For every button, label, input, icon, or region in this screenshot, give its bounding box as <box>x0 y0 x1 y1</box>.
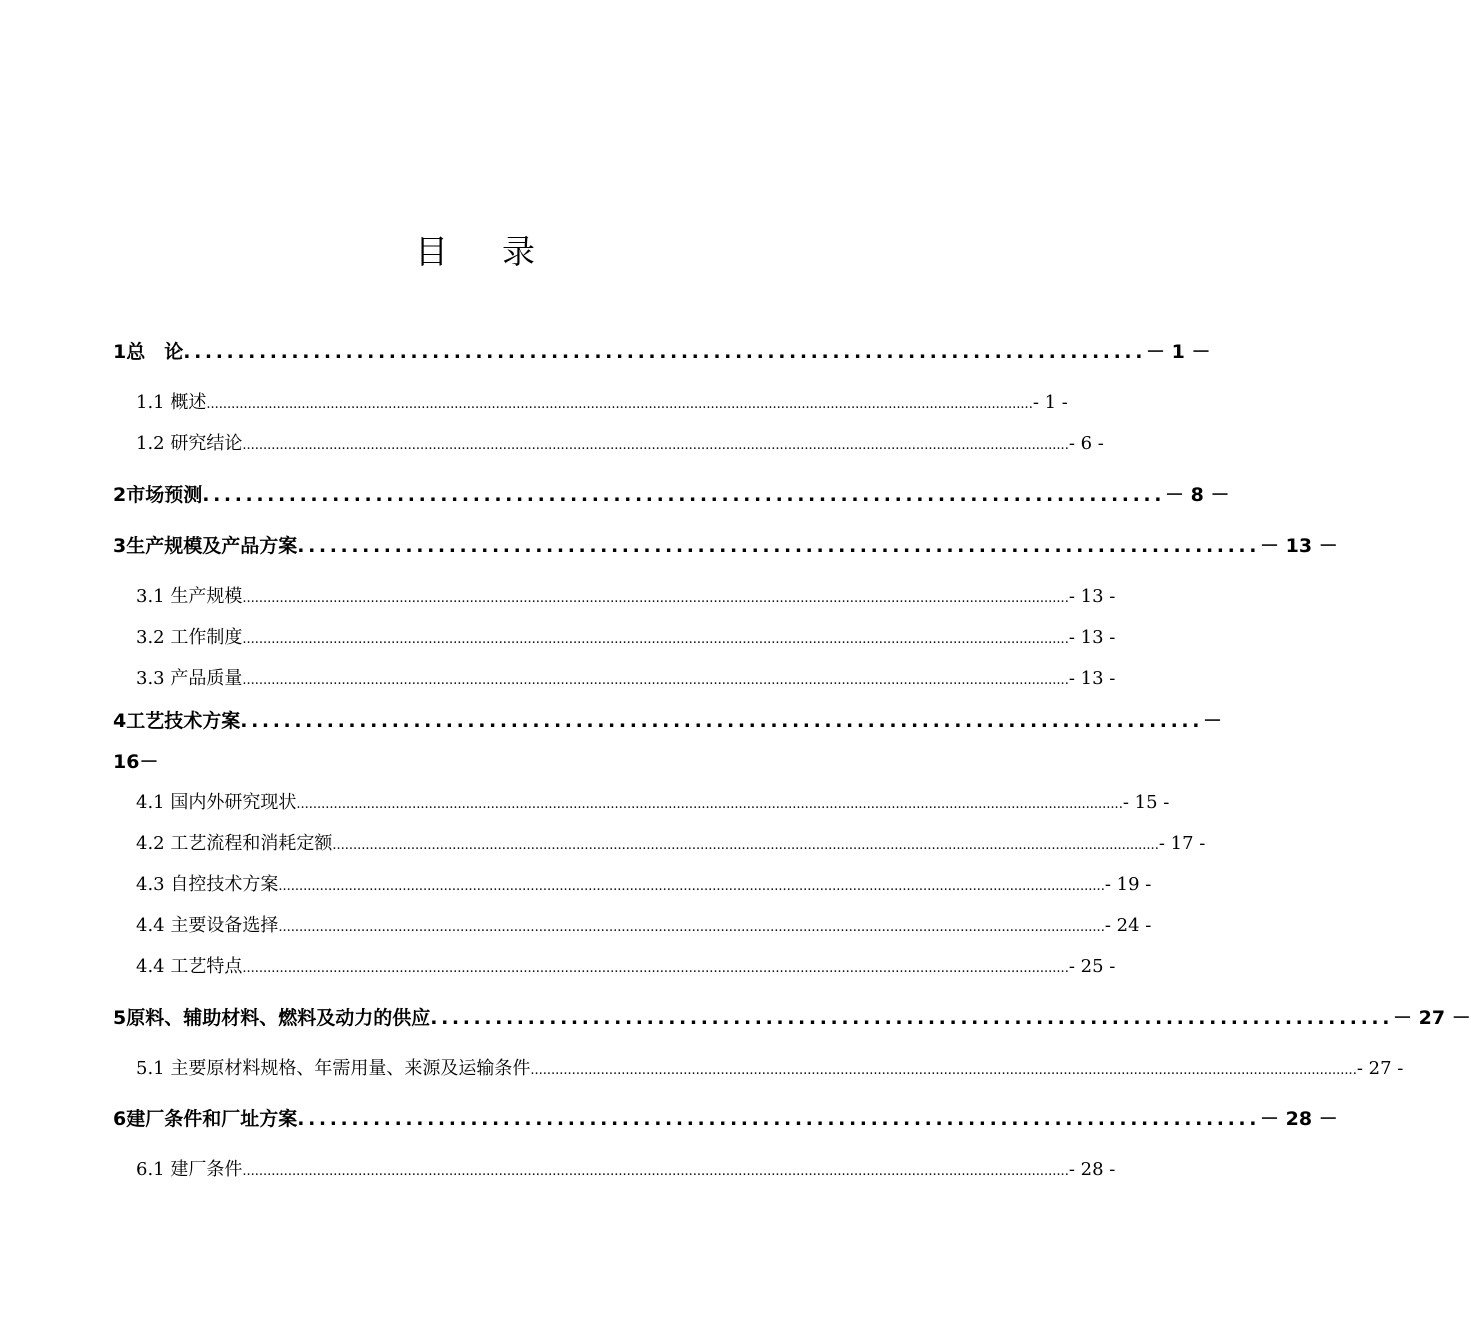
dot-leader: ........................................................................................................................................................................................................ <box>332 838 1159 853</box>
toc-entry-label: 建厂条件和厂址方案 <box>126 1108 298 1130</box>
toc-entry-label: 1.1 概述 <box>136 392 207 413</box>
toc-entry-page: － 27 － <box>1393 1007 1471 1029</box>
toc-entry-page: - 1 - <box>1032 392 1068 413</box>
toc-entry-page: － 13 － <box>1260 535 1338 557</box>
dot-leader: ......................................................................................... <box>183 341 1147 363</box>
dot-leader: ........................................................................................................................................................................................................ <box>242 438 1069 453</box>
toc-entry-label: 4.1 国内外研究现状 <box>136 792 297 813</box>
toc-entry-number: 3 <box>113 535 127 557</box>
toc-entry-page: - 25 - <box>1068 956 1116 977</box>
toc-entry-3[interactable] <box>113 531 1338 558</box>
toc-entry-page: - 15 - <box>1122 792 1170 813</box>
toc-entry-1-1[interactable] <box>136 388 1068 414</box>
toc-entry-page: - 27 - <box>1356 1058 1404 1079</box>
toc-entry-label: 总 论 <box>126 341 184 363</box>
toc-entry-3-1[interactable] <box>136 582 1116 608</box>
toc-entry-label: 生产规模及产品方案 <box>126 535 298 557</box>
dot-leader: ........................................................................................................................................................................................................ <box>242 632 1069 647</box>
toc-entry-label: 5.1 主要原材料规格、年需用量、来源及运输条件 <box>136 1058 531 1079</box>
toc-entry-page: - 17 - <box>1158 833 1206 854</box>
toc-entry-1[interactable] <box>113 337 1211 364</box>
toc-entry-page: - 19 - <box>1104 874 1152 895</box>
toc-entry-number: 6 <box>113 1108 127 1130</box>
toc-entry-4-4[interactable] <box>136 911 1152 937</box>
toc-entry-1-2[interactable] <box>136 429 1104 455</box>
dot-leader: ........................................................................................................................................................................................................ <box>278 879 1105 894</box>
toc-entry-4-1[interactable] <box>136 788 1170 814</box>
toc-entry-label: 4.4 主要设备选择 <box>136 915 279 936</box>
toc-entry-label: 6.1 建厂条件 <box>136 1159 243 1180</box>
toc-title <box>0 226 950 273</box>
toc-entry-number: 5 <box>113 1007 127 1029</box>
dot-leader: ........................................................................................................................................................................................................ <box>278 920 1105 935</box>
toc-entry-5[interactable] <box>113 1003 1471 1030</box>
toc-entry-page: - 13 - <box>1068 586 1116 607</box>
dot-leader: ........................................................................................................................................................................................................ <box>296 797 1123 812</box>
toc-entry-number: 1 <box>113 341 127 363</box>
toc-entry-label: 原料、辅助材料、燃料及动力的供应 <box>126 1007 431 1029</box>
dot-leader: ........................................................................................................................................................................................................ <box>242 673 1069 688</box>
dot-leader: ........................................................................................................................................................................................................ <box>242 1164 1069 1179</box>
toc-entry-page: － 28 － <box>1260 1108 1338 1130</box>
toc-entry-4-page-wrap: 16－ <box>113 751 159 773</box>
toc-entry-label: 1.2 研究结论 <box>136 433 243 454</box>
toc-entry-page: － 1 － <box>1146 341 1211 363</box>
toc-entry-4[interactable] <box>113 706 1223 733</box>
toc-entry-label: 4.2 工艺流程和消耗定额 <box>136 833 333 854</box>
toc-entry-page: - 13 - <box>1068 668 1116 689</box>
toc-entry-page: - 6 - <box>1068 433 1104 454</box>
dot-leader: ......................................................................................... <box>297 535 1261 557</box>
toc-entry-5-1[interactable] <box>136 1054 1404 1080</box>
toc-title-right: 录 <box>502 232 535 271</box>
toc-entry-label: 市场预测 <box>126 484 203 506</box>
toc-entry-page: － 8 － <box>1165 484 1230 506</box>
toc-entry-page: - 13 - <box>1068 627 1116 648</box>
toc-entry-4-3[interactable] <box>136 870 1152 896</box>
toc-entry-3-3[interactable] <box>136 664 1116 690</box>
toc-entry-6[interactable] <box>113 1104 1338 1131</box>
dot-leader: ......................................................................................... <box>430 1007 1394 1029</box>
dot-leader: ........................................................................................................................................................................................................ <box>242 961 1069 976</box>
dot-leader: ........................................................................................................................................................................................................ <box>206 397 1033 412</box>
toc-entry-number: 4 <box>113 710 127 732</box>
toc-title-left: 目 <box>415 232 448 271</box>
toc-entry-label: 3.1 生产规模 <box>136 586 243 607</box>
dot-leader: ......................................................................................... <box>297 1108 1261 1130</box>
toc-entry-page: - 24 - <box>1104 915 1152 936</box>
dot-leader: ......................................................................................... <box>240 710 1204 732</box>
dot-leader: ........................................................................................................................................................................................................ <box>242 591 1069 606</box>
toc-entry-label: 3.2 工作制度 <box>136 627 243 648</box>
toc-entry-6-1[interactable] <box>136 1155 1116 1181</box>
toc-entry-label: 3.3 产品质量 <box>136 668 243 689</box>
toc-entry-4-5[interactable] <box>136 952 1116 978</box>
toc-entry-page: - 28 - <box>1068 1159 1116 1180</box>
toc-entry-3-2[interactable] <box>136 623 1116 649</box>
dot-leader: ......................................................................................... <box>202 484 1166 506</box>
toc-entry-label: 工艺技术方案 <box>126 710 241 732</box>
toc-entry-2[interactable] <box>113 480 1230 507</box>
toc-entry-4-2[interactable] <box>136 829 1206 855</box>
toc-entry-label: 4.3 自控技术方案 <box>136 874 279 895</box>
dot-leader: ........................................................................................................................................................................................................ <box>530 1063 1357 1078</box>
toc-entry-label: 4.4 工艺特点 <box>136 956 243 977</box>
toc-entry-page: － <box>1203 710 1223 732</box>
toc-entry-number: 2 <box>113 484 127 506</box>
